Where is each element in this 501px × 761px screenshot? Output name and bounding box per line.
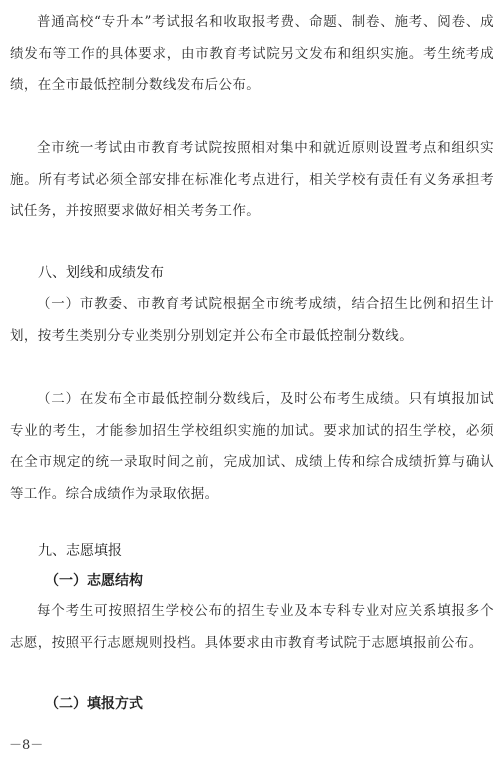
paragraph-exam-arrangements: 普通高校“专升本”考试报名和收取报考费、命题、制卷、施考、阅卷、成绩发布等工作的具体要求，由市教育考试院另文发布和组织实施。考生统考成绩，在全市最低控制分数线发布后公布。 xyxy=(10,14,494,93)
subheading-method: （二）填报方式 xyxy=(45,696,143,712)
page-number: －8－ xyxy=(9,738,44,753)
section-heading-score-lines: 八、划线和成绩发布 xyxy=(38,265,164,281)
paragraph-unified-exam: 全市统一考试由市教育考试院按照相对集中和就近原则设置考点和组织实施。所有考试必须全部安排在标准化考点进行，相关学校有责任有义务承担考试任务，并按照要求做好相关考务工作。 xyxy=(10,140,494,219)
paragraph-control-line: （一）市教委、市教育考试院根据全市统考成绩，结合招生比例和招生计划，按考生类别分专业类别分别划定并公布全市最低控制分数线。 xyxy=(10,296,494,344)
paragraph-application-structure: 每个考生可按照招生学校公布的招生专业及本专科专业对应关系填报多个志愿，按照平行志愿规则投档。具体要求由市教育考试院于志愿填报前公布。 xyxy=(10,603,494,651)
paragraph-score-release: （二）在发布全市最低控制分数线后，及时公布考生成绩。只有填报加试专业的考生，才能参加招生学校组织实施的加试。要求加试的招生学校，必须在全市规定的统一录取时间之前，完成加试、成绩上传和综合成绩折算与确认等工作。综合成绩作为录取依据。 xyxy=(10,391,494,502)
subheading-structure: （一）志愿结构 xyxy=(45,573,143,589)
section-heading-application: 九、志愿填报 xyxy=(38,543,122,559)
